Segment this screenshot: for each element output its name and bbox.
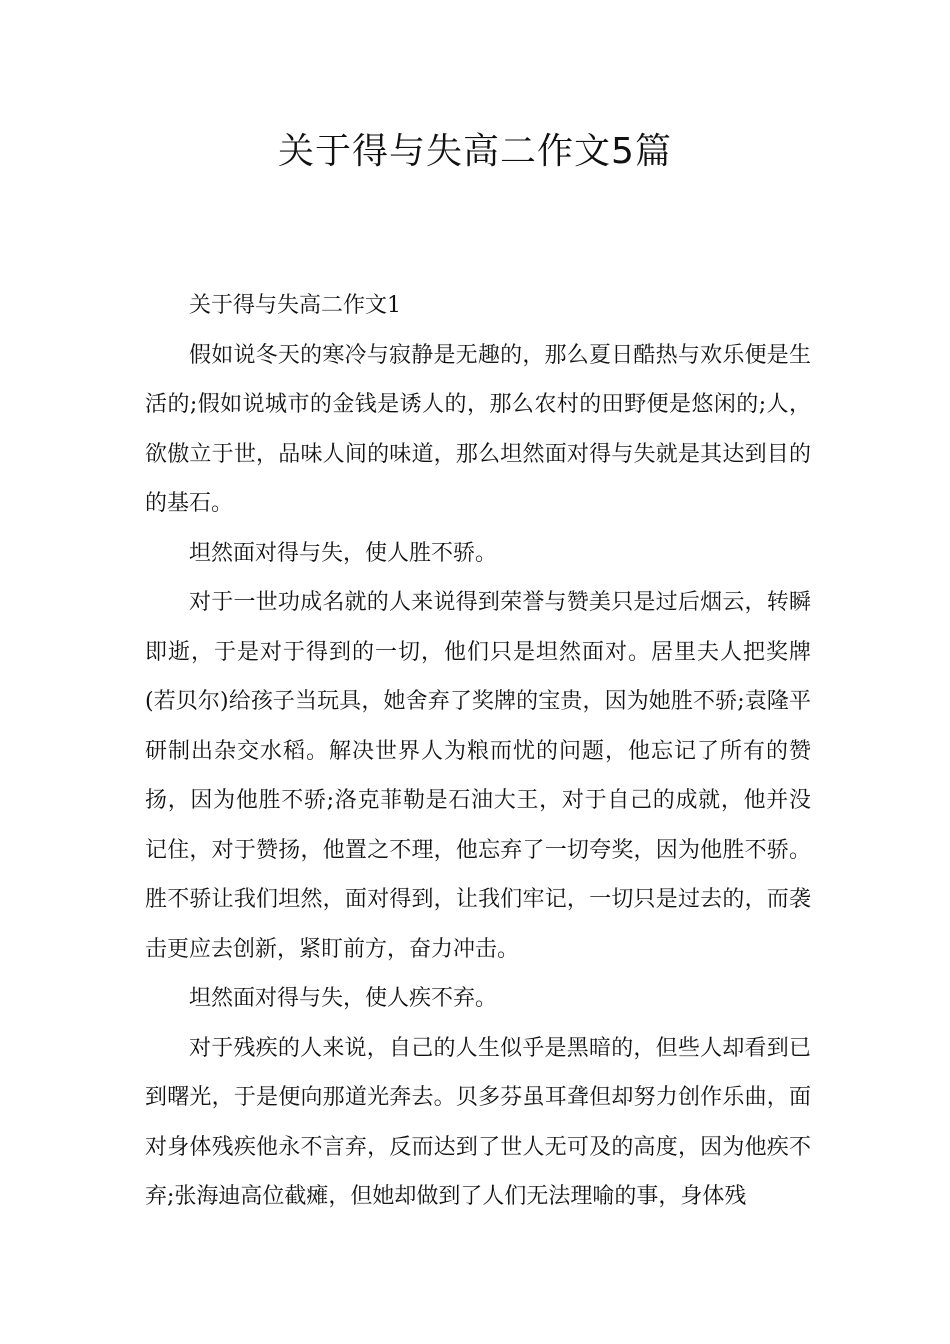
paragraph-point-1: 坦然面对得与失，使人胜不骄。 [189,540,498,566]
paragraph-examples-1: 对于一世功成名就的人来说得到荣誉与赞美只是过后烟云，转瞬即逝，于是对于得到的一切，他们只是坦然面对。居里夫人把奖牌(若贝尔)给孩子当玩具，她舍弃了奖牌的宝贵，因为她胜不骄;袁隆平研制出杂交水稻。解决世界人为粮而忧的问题，他忘记了所有的赞扬，因为他胜不骄;洛克菲勒是石油大王，对于自己的成就，他并没记住，对于赞扬，他置之不理，他忘弃了一切夸奖，因为他胜不骄。胜不骄让我们坦然，面对得到，让我们牢记，一切只是过去的，而袭击更应去创新，紧盯前方，奋力冲击。 [145,590,811,962]
paragraph-point-2: 坦然面对得与失，使人疾不弃。 [189,986,498,1011]
document-title: 关于得与失高二作文5篇 [278,131,672,172]
paragraph-intro: 假如说冬天的寒冷与寂静是无趣的，那么夏日酷热与欢乐便是生活的;假如说城市的金钱是诱人的，那么农村的田野便是悠闲的;人，欲傲立于世，品味人间的味道，那么坦然面对得与失就是其达到目的的基石。 [145,342,811,516]
document-body [145,281,811,1222]
paragraph-examples-2: 对于残疾的人来说，自己的人生似乎是黑暗的，但些人却看到已到曙光，于是便向那道光奔去。贝多芬虽耳聋但却努力创作乐曲，面对身体残疾他永不言弃，反而达到了世人无可及的高度，因为他疾不弃;张海迪高位截瘫，但她却做到了人们无法理喻的事，身体残 [145,1035,811,1209]
section-heading: 关于得与失高二作文1 [189,293,401,318]
